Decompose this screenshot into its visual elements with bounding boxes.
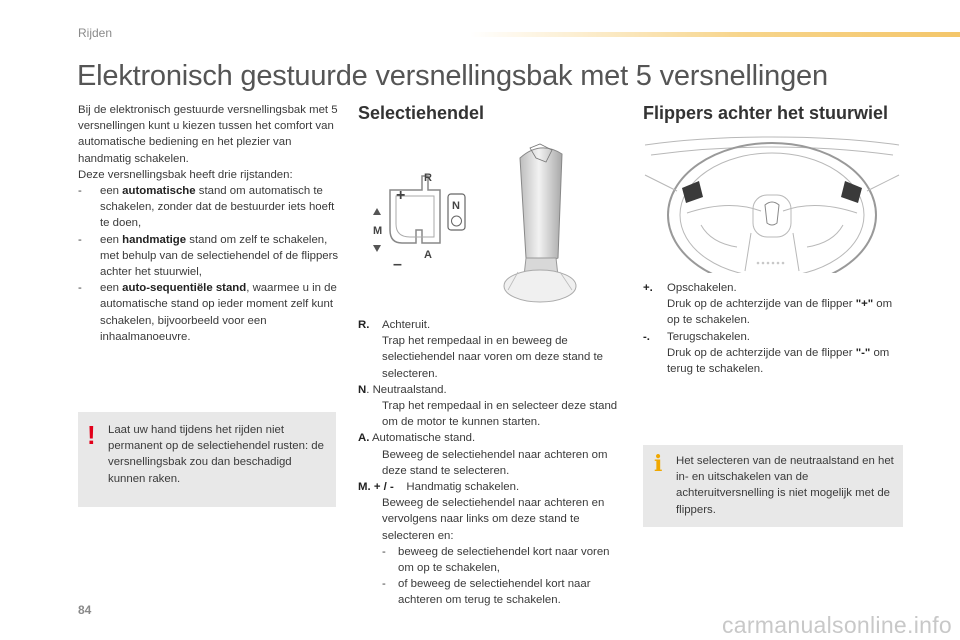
legend-row-downshift-instruction [643,345,903,377]
legend-text: of beweeg de selectiehendel kort naar achteren om terug te schakelen. [398,578,591,607]
legend-text: Achteruit. [382,319,431,331]
diagram-label-minus: – [393,256,402,273]
legend-text: om op te schakelen. [667,298,893,327]
mode-item-bold: handmatige [122,233,187,246]
page-title: Elektronisch gestuurde versnellingsbak met 5 versnellingen [77,60,828,92]
mode-item-manual [78,232,340,281]
legend-text: Trap het rempedaal in en beweeg de selectiehendel naar voren om deze stand te selecteren. [382,335,603,380]
mode-item-bold: auto-sequentiële stand [122,282,247,295]
legend-row-upshift [643,280,903,296]
mode-item-auto-sequential [78,280,340,345]
gear-selector-image [500,140,580,308]
list-dash: - [382,545,386,558]
legend-text: Terugschakelen. [667,330,750,343]
legend-row-reverse [358,317,620,333]
list-dash: - [78,282,82,295]
legend-text: Trap het rempedaal in en selecteer deze stand om de motor te kunnen starten. [382,400,618,429]
legend-key: A. [358,432,370,445]
mode-item-post: stand om zelf te schakelen, met behulp van de selectiehendel of de flippers achter het stuurwiel, [100,233,339,279]
list-dash: - [78,185,82,198]
legend-row-manual [358,479,620,495]
legend-key: M. + / - [358,481,394,494]
mode-item-bold: automatische [122,185,196,198]
legend-row-manual-instruction [358,495,620,544]
legend-text: beweeg de selectiehendel kort naar voren om op te schakelen, [398,545,610,575]
legend-row-neutral [358,382,620,398]
warning-box [78,412,336,507]
section-label: Rijden [78,26,113,40]
legend-text: Druk op de achterzijde van de flipper [667,298,856,311]
list-dash: - [382,578,386,591]
warning-text: Laat uw hand tijdens het rijden niet permanent op de selectiehendel rusten: de versnellingsbak zou dan beschadigd kunnen raken. [108,424,324,485]
legend-text: . Neutraalstand. [366,383,447,396]
flippers-legend [643,280,903,377]
info-text: Het selecteren van de neutraalstand en het in- en uitschakelen van de achteruitversnelling is niet mogelijk met de flippers. [676,455,894,516]
header-band [470,32,960,37]
legend-key: -. [643,330,650,343]
info-icon: i [654,451,663,477]
mode-item-post: , waarmee u in de automatische stand op ieder moment zelf kunt schakelen, bijvoorbeeld voor een inhaalmanoeuvre. [100,282,337,343]
intro-column [78,102,340,345]
diagram-label-m: M [373,225,383,237]
legend-key: N [358,383,367,396]
legend-key: +. [643,282,653,294]
mode-item-automatic [78,183,340,232]
list-dash: - [78,233,82,246]
legend-text: Opschakelen. [667,282,737,294]
legend-text: Druk op de achterzijde van de flipper [667,346,856,359]
legend-key: R. [358,319,370,331]
diagram-label-n: N [452,200,460,212]
steering-wheel-image [641,135,903,273]
legend-sub-upshift [358,544,620,576]
diagram-label-r: R [424,172,432,184]
selector-title: Selectiehendel [358,103,485,123]
gear-pattern-diagram [360,168,475,273]
legend-row-automatic-instruction [358,447,620,479]
legend-text: Automatische stand. [369,432,476,445]
flipper-symbol: "+" [855,298,874,311]
watermark: carmanualsonline.info [721,612,952,638]
flippers-title: Flippers achter het stuurwiel [643,103,889,123]
legend-text: Beweeg de selectiehendel naar achteren om deze stand te selecteren. [382,448,608,477]
legend-row-automatic [358,430,620,446]
legend-sub-downshift [358,576,620,608]
mode-item-pre: een [100,282,123,295]
legend-row-reverse-instruction [358,333,620,382]
legend-text: om terug te schakelen. [667,346,890,376]
info-box [643,445,903,527]
mode-item-pre: een [100,233,123,246]
legend-row-upshift-instruction [643,296,903,328]
diagram-label-plus: + [396,187,406,204]
flipper-symbol: "-" [855,346,871,359]
legend-text: Beweeg de selectiehendel naar achteren en vervolgens naar links om deze stand te selecteren en: [382,497,605,542]
warning-icon: ! [87,420,96,450]
diagram-label-a: A [424,249,432,261]
selector-legend [358,317,620,609]
legend-row-downshift [643,329,903,345]
mode-item-post: stand om automatisch te schakelen, zonder dat de bestuurder iets hoeft te doen, [100,185,335,230]
legend-row-neutral-instruction [358,398,620,430]
intro-paragraph: Bij de elektronisch gestuurde versnellingsbak met 5 versnellingen kunt u kiezen tussen het comfort van automatische bediening en het plezier van handmatig schakelen. [78,104,338,165]
legend-text: Handmatig schakelen. [393,481,520,494]
page-number: 84 [78,603,92,617]
mode-item-pre: een [100,185,123,198]
intro-modes-lead: Deze versnellingsbak heeft drie rijstanden: [78,168,293,181]
